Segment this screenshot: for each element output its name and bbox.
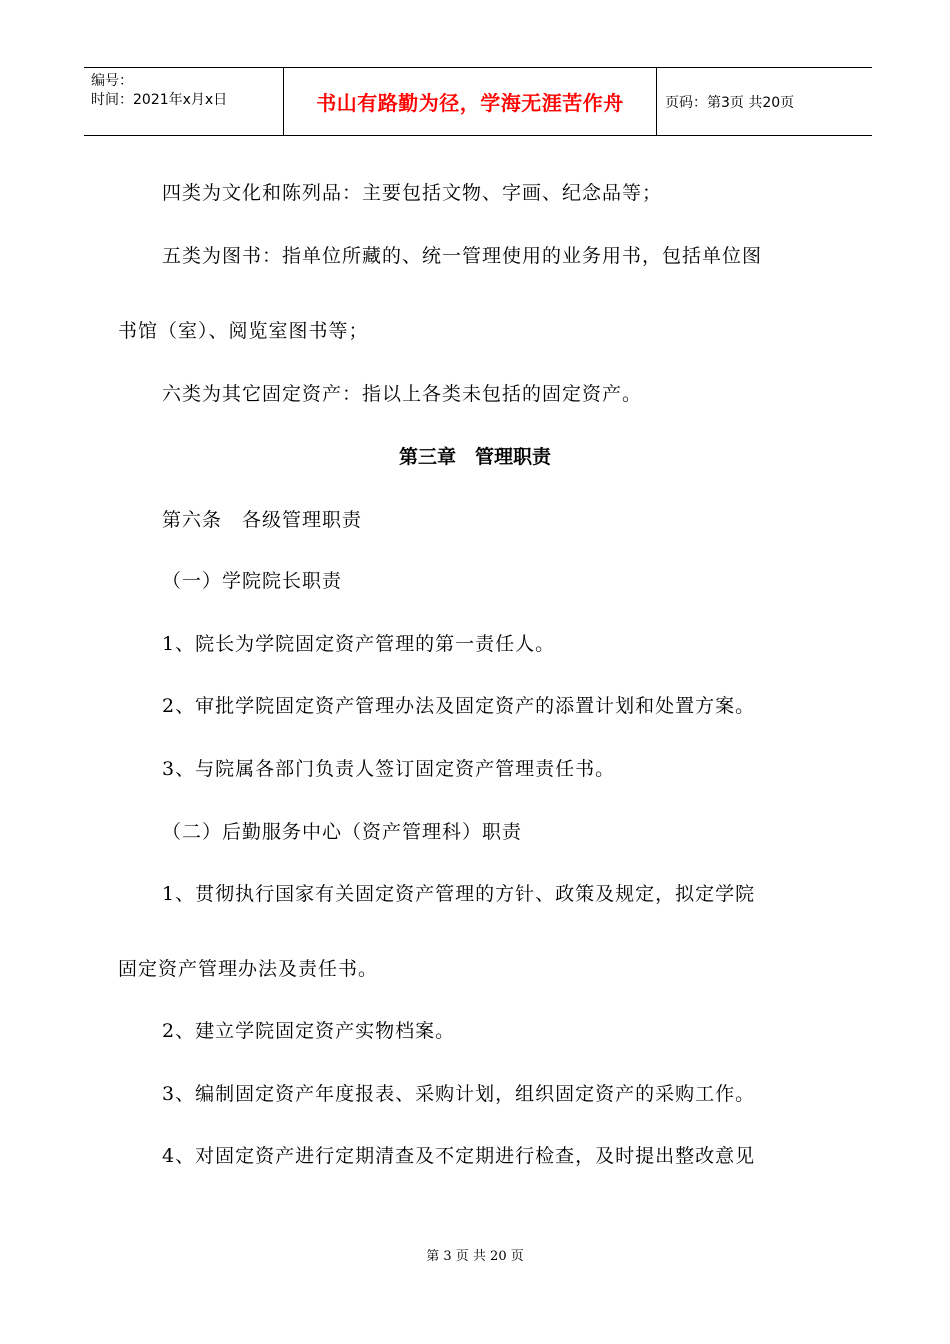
paragraph-category-6: 六类为其它固定资产：指以上各类未包括的固定资产。 bbox=[162, 383, 643, 405]
document-time-label: 时间：2021年x月x日 bbox=[91, 92, 228, 108]
page-footer: 第 3 页 共 20 页 bbox=[426, 1249, 524, 1264]
section-1-item-2: 2、审批学院固定资产管理办法及固定资产的添置计划和处置方案。 bbox=[162, 695, 756, 717]
section-1-item-3: 3、与院属各部门负责人签订固定资产管理责任书。 bbox=[162, 758, 616, 780]
page-header bbox=[84, 67, 872, 136]
article-6-title: 第六条 各级管理职责 bbox=[162, 509, 363, 531]
header-page-cell bbox=[657, 68, 872, 135]
header-page-info: 页码：第3页 共20页 bbox=[665, 94, 795, 111]
section-1-item-1: 1、院长为学院固定资产管理的第一责任人。 bbox=[162, 633, 556, 655]
chapter-heading: 第三章 管理职责 bbox=[398, 446, 551, 468]
section-2-item-3: 3、编制固定资产年度报表、采购计划，组织固定资产的采购工作。 bbox=[162, 1083, 756, 1105]
paragraph-category-5-line1: 五类为图书：指单位所藏的、统一管理使用的业务用书，包括单位图 bbox=[162, 245, 763, 267]
section-2-item-2: 2、建立学院固定资产实物档案。 bbox=[162, 1020, 456, 1042]
section-1-title: （一）学院院长职责 bbox=[162, 570, 343, 592]
header-motto-cell bbox=[284, 68, 657, 135]
section-2-item-1-line1: 1、贯彻执行国家有关固定资产管理的方针、政策及规定，拟定学院 bbox=[162, 883, 756, 905]
section-2-item-1-line2: 固定资产管理办法及责任书。 bbox=[118, 958, 379, 980]
header-meta-cell bbox=[84, 68, 284, 135]
section-2-title: （二）后勤服务中心（资产管理科）职责 bbox=[162, 821, 523, 843]
section-2-item-4-line1: 4、对固定资产进行定期清查及不定期进行检查，及时提出整改意见 bbox=[162, 1145, 756, 1167]
paragraph-category-5-line2: 书馆（室）、阅览室图书等； bbox=[118, 320, 369, 342]
header-motto: 书山有路勤为径，学海无涯苦作舟 bbox=[316, 91, 624, 115]
paragraph-category-4: 四类为文化和陈列品：主要包括文物、字画、纪念品等； bbox=[162, 182, 663, 204]
document-number-label: 编号： bbox=[91, 73, 133, 89]
